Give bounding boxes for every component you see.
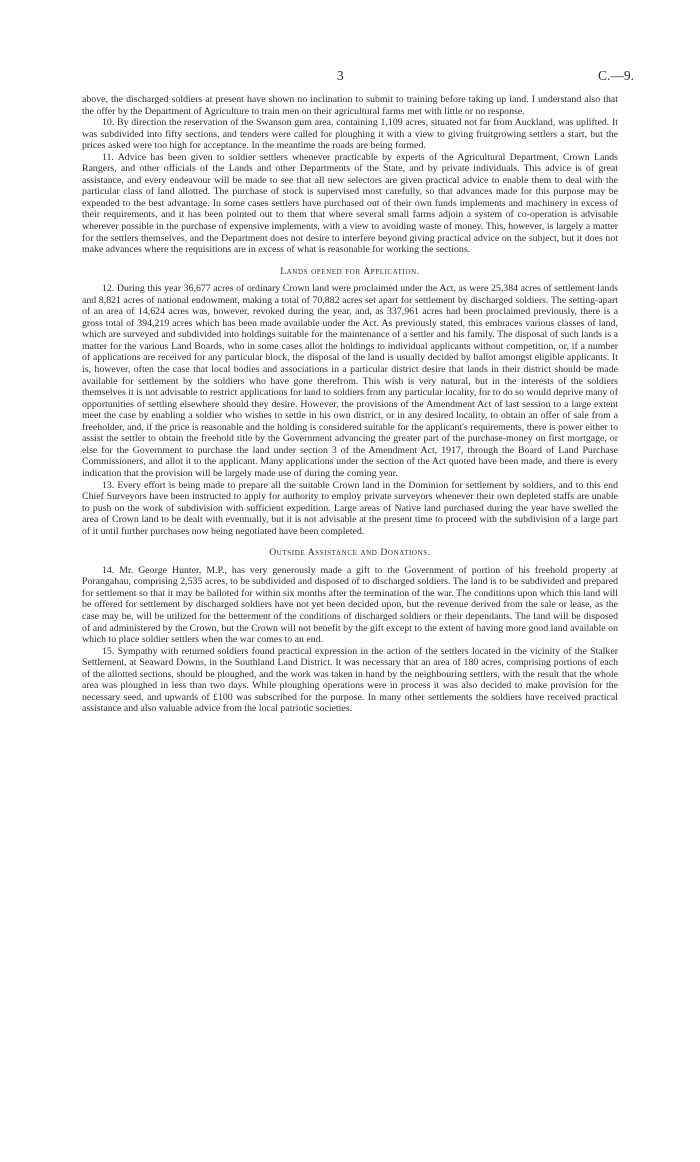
page-number: 3 (337, 68, 344, 83)
paragraph-15: 15. Sympathy with returned soldiers found practical expression in the action of the settlers located in the vicinity of the Stalker Settlement, at Seaward Downs, in the Southland Land District. It was necessary that an area of 180 acres, comprising portions of each of the allotted sections, should be ploughed, and the work was taken in hand by the neighbouring settlers, with the result that the whole area was ploughed in less than two days. While ploughing operations were in process it was also decided to make provision for the necessary seed, and upwards of £100 was subscribed for the purpose. In many other settlements the soldiers have received practical assistance and also valuable advice from the local patriotic societies. (82, 645, 618, 715)
paragraph-10: 10. By direction the reservation of the Swanson gum area, containing 1,109 acres, situated not far from Auckland, was uplifted. It was subdivided into fifty sections, and tenders were called for ploughing it with a view to giving fruitgrowing settlers a start, but the prices asked were too high for acceptance. In the meantime the roads are being formed. (82, 117, 618, 152)
document-reference: C.—9. (598, 68, 635, 83)
paragraph-13: 13. Every effort is being made to prepare all the suitable Crown land in the Dominion for settlement by soldiers, and to this end Chief Surveyors have been instructed to apply for authority to employ private surveyors whenever their own depleted staffs are unable to push on the work of subdivision with sufficient expedition. Large areas of Native land purchased during the year have swelled the area of Crown land to be dealt with eventually, but it is not advisable at the present time to proceed with the subdivision of a large part of it until further purchases now being negotiated have been completed. (82, 479, 618, 537)
paragraph-11: 11. Advice has been given to soldier settlers whenever practicable by experts of the Agricultural Department, Crown Lands Rangers, and other officials of the Lands and other Departments of the State, and by private individuals. This advice is of great assistance, and every endeavour will be made to see that all new selectors are given practical advice to enable them to deal with the particular class of land allotted. The purchase of stock is supervised most carefully, so that advances made for this purpose may be expended to the best advantage. In some cases settlers have purchased out of their own funds implements and machinery in excess of their requirements, and it has been pointed out to them that where several small farms adjoin a system of co-operation is advisable wherever possible in the purchase of expensive implements, with a view to avoiding waste of money. This, however, is largely a matter for the settlers themselves, and the Department does not desire to interfere beyond giving practical advice on the subject, but it does not make advances where the requisitions are in excess of what is reasonable for working the sections. (82, 151, 618, 256)
paragraph-14: 14. Mr. George Hunter, M.P., has very generously made a gift to the Government of portion of his freehold property at Porangahau, comprising 2,535 acres, to be subdivided and disposed of to discharged soldiers. The land is to be subdivided and prepared for settlement so that it may be balloted for within six months after the termination of the war. The conditions upon which this land will be offered for settlement by discharged soldiers have not yet been decided upon, but the revenue derived from the sale or lease, as the case may be, will be utilized for the betterment of the conditions of discharged soldiers or their dependants. The land will be disposed of and administered by the Crown, but the Crown will not benefit by the gift except to the extent of having more good land available on which to place soldier settlers when the war comes to an end. (82, 564, 618, 646)
document-page (82, 68, 618, 715)
paragraph-12: 12. During this year 36,677 acres of ordinary Crown land were proclaimed under the Act, as were 25,384 acres of settlement lands and 8,821 acres of national endowment, making a total of 70,882 acres set apart for settlement by discharged soldiers. The setting-apart of an area of 14,624 acres was, however, revoked during the year, and, as 337,961 acres had been proclaimed previously, there is a gross total of 394,219 acres which has been made available under the Act. As previously stated, this embraces various classes of land, which are surveyed and subdivided into holdings suitable for the maintenance of a settler and his family. The disposal of such lands is a matter for the various Land Boards, who in some cases allot the holdings to individual applicants without competition, or, if a number of applications are received for any particular block, the disposal of the land is usually decided by ballot amongst eligible applicants. It is, however, often the case that local bodies and associations in a particular district desire that lands in their district should be made available for settlement by the soldiers who have gone therefrom. This wish is very natural, but in the interests of the soldiers themselves it is not advisable to restrict applications for land to soldiers from any particular locality, for to do so would deprive many of opportunities of settling elsewhere should they desire. However, the provisions of the Amendment Act of last session to a large extent meet the case by enabling a soldier who wishes to settle in his own district, or in any desired locality, to obtain an offer of sale from a freeholder, and, if the price is reasonable and the holding is considered suitable for the applicant's requirements, there is power either to assist the settler to obtain the freehold title by the Government advancing the greater part of the purchase-money on first mortgage, or else for the Government to purchase the land under section 3 of the Amendment Act, 1917, through the Board of Land Purchase Commissioners, and allot it to the applicant. Many applications under the section of the Act quoted have been made, and there is every indication that the provision will be largely made use of during the coming year. (82, 283, 618, 479)
paragraph-continued: above, the discharged soldiers at present have shown no inclination to submit to training before taking up land. I understand also that the offer by the Department of Agriculture to train men on their agricultural farms met with little or no response. (82, 94, 618, 117)
section-heading-lands: Lands opened for Application. (280, 265, 420, 277)
section-heading-outside-assistance: Outside Assistance and Donations. (269, 547, 431, 559)
document-body (82, 94, 618, 715)
